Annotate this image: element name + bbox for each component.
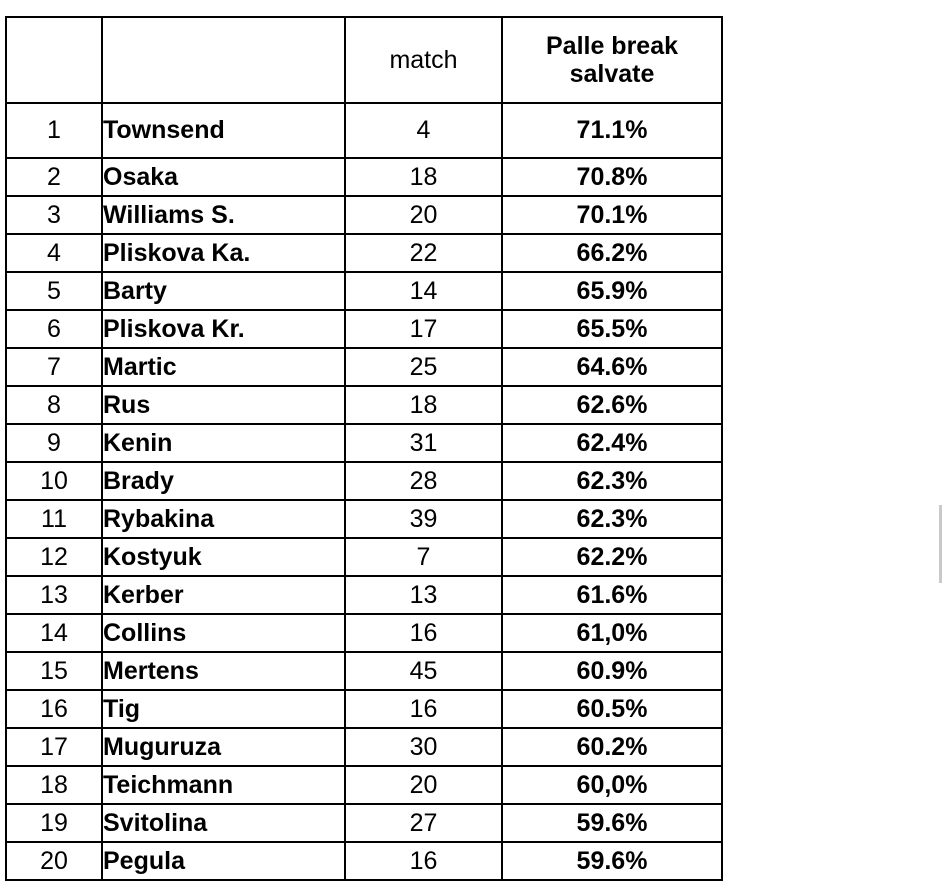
- cell-player: Osaka: [102, 158, 345, 196]
- cell-player: Brady: [102, 462, 345, 500]
- cell-rank: 6: [6, 310, 102, 348]
- cell-rank: 12: [6, 538, 102, 576]
- column-header-match: match: [345, 17, 502, 103]
- cell-player: Kerber: [102, 576, 345, 614]
- cell-break-points-saved: 60.9%: [502, 652, 722, 690]
- table-row: [6, 386, 722, 424]
- cell-break-points-saved: 70.1%: [502, 196, 722, 234]
- cell-rank: 20: [6, 842, 102, 880]
- cell-rank: 18: [6, 766, 102, 804]
- cell-match: 16: [345, 842, 502, 880]
- cell-rank: 8: [6, 386, 102, 424]
- cell-match: 22: [345, 234, 502, 272]
- cell-break-points-saved: 59.6%: [502, 842, 722, 880]
- cell-rank: 7: [6, 348, 102, 386]
- cell-match: 7: [345, 538, 502, 576]
- cell-rank: 3: [6, 196, 102, 234]
- cell-player: Collins: [102, 614, 345, 652]
- table-row: [6, 690, 722, 728]
- cell-break-points-saved: 60.2%: [502, 728, 722, 766]
- table-row: [6, 500, 722, 538]
- cell-player: Kostyuk: [102, 538, 345, 576]
- cell-break-points-saved: 61,0%: [502, 614, 722, 652]
- cell-rank: 13: [6, 576, 102, 614]
- cell-player: Pliskova Ka.: [102, 234, 345, 272]
- cell-break-points-saved: 61.6%: [502, 576, 722, 614]
- cell-match: 27: [345, 804, 502, 842]
- cell-match: 14: [345, 272, 502, 310]
- cell-rank: 19: [6, 804, 102, 842]
- column-header-break-points-saved: Palle break salvate: [502, 17, 722, 103]
- cell-break-points-saved: 70.8%: [502, 158, 722, 196]
- cell-player: Rus: [102, 386, 345, 424]
- cell-match: 45: [345, 652, 502, 690]
- table-row: [6, 804, 722, 842]
- table-row: [6, 652, 722, 690]
- table-row: [6, 614, 722, 652]
- cell-match: 16: [345, 690, 502, 728]
- cell-break-points-saved: 65.9%: [502, 272, 722, 310]
- cell-rank: 17: [6, 728, 102, 766]
- cell-break-points-saved: 62.3%: [502, 462, 722, 500]
- table-row: [6, 538, 722, 576]
- cell-player: Tig: [102, 690, 345, 728]
- cell-match: 18: [345, 158, 502, 196]
- cell-player: Pliskova Kr.: [102, 310, 345, 348]
- cell-break-points-saved: 64.6%: [502, 348, 722, 386]
- cell-break-points-saved: 60,0%: [502, 766, 722, 804]
- cell-break-points-saved: 62.3%: [502, 500, 722, 538]
- cell-break-points-saved: 62.4%: [502, 424, 722, 462]
- cell-break-points-saved: 66.2%: [502, 234, 722, 272]
- cell-player: Muguruza: [102, 728, 345, 766]
- cell-break-points-saved: 71.1%: [502, 103, 722, 158]
- cell-match: 39: [345, 500, 502, 538]
- cell-match: 20: [345, 196, 502, 234]
- cell-player: Teichmann: [102, 766, 345, 804]
- scrollbar-thumb[interactable]: [939, 505, 942, 583]
- cell-rank: 15: [6, 652, 102, 690]
- cell-rank: 4: [6, 234, 102, 272]
- cell-rank: 5: [6, 272, 102, 310]
- table-row: [6, 462, 722, 500]
- cell-match: 17: [345, 310, 502, 348]
- cell-break-points-saved: 65.5%: [502, 310, 722, 348]
- table-row: [6, 766, 722, 804]
- cell-player: Townsend: [102, 103, 345, 158]
- cell-match: 16: [345, 614, 502, 652]
- table-row: [6, 842, 722, 880]
- table-row: [6, 103, 722, 158]
- cell-player: Pegula: [102, 842, 345, 880]
- cell-match: 18: [345, 386, 502, 424]
- cell-player: Mertens: [102, 652, 345, 690]
- table-body: [6, 103, 722, 880]
- table-row: [6, 576, 722, 614]
- table-row: [6, 196, 722, 234]
- table-row: [6, 158, 722, 196]
- cell-break-points-saved: 60.5%: [502, 690, 722, 728]
- cell-match: 25: [345, 348, 502, 386]
- cell-break-points-saved: 62.6%: [502, 386, 722, 424]
- cell-break-points-saved: 59.6%: [502, 804, 722, 842]
- table-row: [6, 728, 722, 766]
- cell-rank: 11: [6, 500, 102, 538]
- column-header-rank: [6, 17, 102, 103]
- cell-match: 28: [345, 462, 502, 500]
- table-row: [6, 234, 722, 272]
- table-row: [6, 272, 722, 310]
- cell-rank: 16: [6, 690, 102, 728]
- cell-rank: 1: [6, 103, 102, 158]
- cell-player: Barty: [102, 272, 345, 310]
- table-row: [6, 424, 722, 462]
- cell-player: Rybakina: [102, 500, 345, 538]
- cell-match: 13: [345, 576, 502, 614]
- cell-player: Martic: [102, 348, 345, 386]
- cell-match: 20: [345, 766, 502, 804]
- break-points-saved-table: [5, 16, 723, 881]
- table-row: [6, 348, 722, 386]
- stats-table-container: [5, 16, 721, 881]
- cell-rank: 10: [6, 462, 102, 500]
- table-header: [6, 17, 722, 103]
- table-header-row: [6, 17, 722, 103]
- cell-match: 4: [345, 103, 502, 158]
- cell-player: Kenin: [102, 424, 345, 462]
- cell-rank: 2: [6, 158, 102, 196]
- cell-break-points-saved: 62.2%: [502, 538, 722, 576]
- cell-match: 30: [345, 728, 502, 766]
- cell-rank: 14: [6, 614, 102, 652]
- cell-player: Svitolina: [102, 804, 345, 842]
- cell-rank: 9: [6, 424, 102, 462]
- cell-player: Williams S.: [102, 196, 345, 234]
- table-row: [6, 310, 722, 348]
- column-header-player: [102, 17, 345, 103]
- cell-match: 31: [345, 424, 502, 462]
